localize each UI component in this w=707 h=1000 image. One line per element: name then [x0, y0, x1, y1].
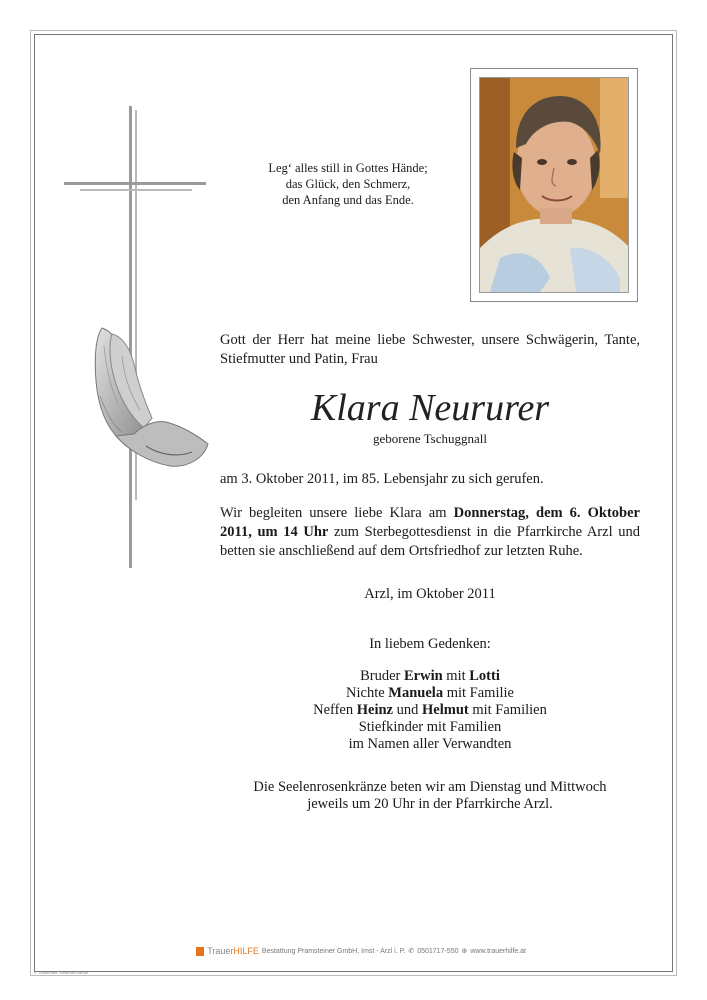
footer — [196, 944, 526, 958]
mourner-line: Nichte Manuela mit Familie — [346, 685, 514, 701]
phone-icon: ✆ — [408, 948, 415, 955]
cross-horizontal-beam — [64, 182, 206, 185]
funeral-date: Donnerstag, dem 6. Oktober — [453, 505, 640, 521]
mourners-list — [220, 668, 640, 753]
funeral-text: zum Sterbegottesdienst in die Pfarrkirche Arzl und — [328, 524, 640, 540]
mourner-line: Stiefkinder mit Familien — [358, 719, 502, 735]
funeral-text: betten sie anschließend auf dem Ortsfriedhof zur letzten Ruhe. — [220, 543, 583, 559]
rosary-line: jeweils um 20 Uhr in der Pfarrkirche Arzl. — [307, 796, 553, 812]
rosary-notice — [200, 779, 660, 813]
place-date: Arzl, im Oktober 2011 — [364, 586, 496, 602]
funeral-details — [220, 504, 640, 561]
web-icon: ⊕ — [461, 948, 468, 955]
praying-hands-image — [88, 326, 212, 471]
verse-line: Leg‘ alles still in Gottes Hände; — [268, 161, 428, 175]
mourner-line: Bruder Erwin mit Lotti — [360, 668, 500, 684]
mourner-line: im Namen aller Verwandten — [348, 736, 512, 752]
mourner-line: Neffen Heinz und Helmut mit Familien — [313, 702, 547, 718]
phone-number: 0501717-550 — [417, 947, 459, 955]
website-link[interactable]: www.trauerhilfe.at — [470, 947, 526, 955]
trauerhilfe-logo-icon — [196, 947, 204, 956]
memory-heading: In liebem Gedenken: — [369, 636, 491, 652]
deceased-name: Klara Neururer — [310, 387, 550, 429]
funeral-text: Wir begleiten unsere liebe Klara am — [220, 505, 454, 521]
rosary-line: Die Seelenrosenkränze beten wir am Dienstag und Mittwoch — [253, 779, 607, 795]
company-name: Bestattung Pramsteiner GmbH, Imst - Arzl i. P. — [261, 947, 406, 955]
maiden-name: geborene Tschuggnall — [372, 431, 487, 446]
verse-line: den Anfang und das Ende. — [282, 193, 414, 207]
death-notice: am 3. Oktober 2011, im 85. Lebensjahr zu sich gerufen. — [220, 471, 544, 487]
image-credit: © TrauerHilfe "Betende Hände" — [34, 970, 90, 975]
intro-text: Gott der Herr hat meine liebe Schwester, unsere Schwägerin, Tante, Stiefmutter und Patin, Frau — [220, 332, 640, 367]
portrait-frame — [470, 68, 638, 302]
verse-line: das Glück, den Schmerz, — [285, 177, 411, 191]
verse — [238, 160, 458, 208]
cross-horizontal-beam-shadow — [80, 189, 192, 191]
brand-name: TrauerHILFE — [207, 946, 259, 956]
portrait-photo — [479, 77, 629, 293]
funeral-time: 2011, um 14 Uhr — [220, 524, 329, 540]
